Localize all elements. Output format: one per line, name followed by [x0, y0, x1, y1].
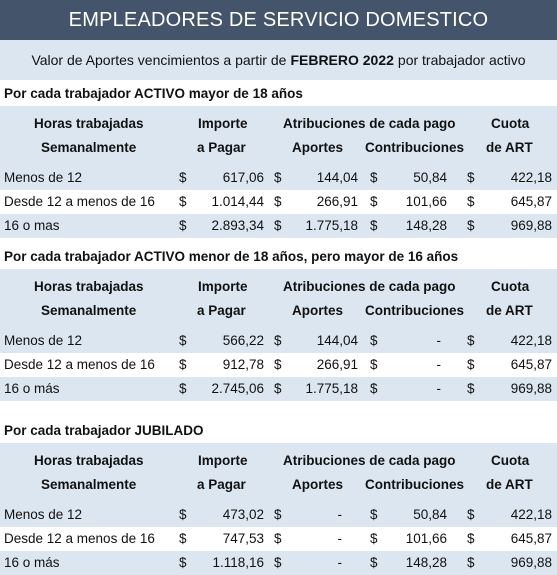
currency-symbol: $ [179, 531, 187, 546]
table-row [0, 166, 557, 190]
aportes-value: 1.775,18 [305, 218, 358, 233]
subtitle-suffix: por trabajador activo [397, 52, 526, 68]
importe-value: 912,78 [222, 357, 264, 372]
importe-value: 1.118,16 [212, 555, 264, 570]
art-value: 422,18 [510, 333, 552, 348]
row-label: 16 o más [4, 555, 60, 570]
importe-value: 617,06 [222, 170, 264, 185]
art-value: 645,87 [510, 531, 552, 546]
table-row [0, 190, 557, 214]
currency-symbol: $ [467, 170, 475, 185]
header-cuota-1: Cuota [491, 116, 530, 131]
currency-symbol: $ [467, 531, 475, 546]
header-atribuciones: Atribuciones de cada pago [283, 279, 456, 294]
header-contribuciones: Contribuciones [365, 477, 465, 492]
row-label: Desde 12 a menos de 16 [4, 357, 155, 372]
importe-value: 2.745,06 [211, 381, 264, 396]
table-row [0, 214, 557, 238]
header-importe-2: a Pagar [197, 140, 246, 155]
currency-symbol: $ [467, 357, 475, 372]
contribuciones-value: 101,66 [405, 194, 447, 209]
header-horas-1: Horas trabajadas [34, 279, 144, 294]
art-value: 422,18 [510, 170, 552, 185]
header-horas-2: Semanalmente [41, 477, 137, 492]
section-table [0, 106, 557, 238]
section-table [0, 443, 557, 575]
aportes-value: 266,91 [316, 194, 358, 209]
header-cuota-2: de ART [486, 477, 533, 492]
currency-symbol: $ [179, 507, 187, 522]
aportes-value: 144,04 [316, 333, 358, 348]
header-horas-2: Semanalmente [41, 303, 137, 318]
currency-symbol: $ [370, 531, 378, 546]
currency-symbol: $ [467, 555, 475, 570]
art-value: 969,88 [510, 381, 552, 396]
aportes-value: - [337, 507, 342, 522]
section-title: Por cada trabajador ACTIVO menor de 18 años, pero mayor de 16 años [4, 249, 459, 264]
header-cuota-2: de ART [486, 303, 533, 318]
row-label: Menos de 12 [4, 507, 83, 522]
currency-symbol: $ [179, 218, 187, 233]
subtitle-bar [0, 40, 557, 80]
currency-symbol: $ [370, 555, 378, 570]
currency-symbol: $ [274, 507, 282, 522]
currency-symbol: $ [179, 333, 187, 348]
currency-symbol: $ [274, 333, 282, 348]
currency-symbol: $ [179, 194, 187, 209]
header-importe-1: Importe [198, 453, 248, 468]
table-row [0, 377, 557, 401]
table-row [0, 527, 557, 551]
header-aportes: Aportes [292, 477, 344, 492]
contribuciones-value: 148,28 [405, 218, 447, 233]
currency-symbol: $ [179, 555, 187, 570]
header-contribuciones: Contribuciones [365, 303, 465, 318]
currency-symbol: $ [179, 170, 187, 185]
art-value: 645,87 [510, 357, 552, 372]
contribuciones-value: 101,66 [405, 531, 447, 546]
header-cuota-1: Cuota [491, 453, 530, 468]
importe-value: 473,02 [222, 507, 264, 522]
subtitle-highlight: FEBRERO 2022 [290, 52, 394, 68]
contribuciones-value: 50,84 [413, 170, 447, 185]
header-importe-2: a Pagar [197, 303, 246, 318]
row-label: 16 o más [4, 381, 60, 396]
aportes-value: - [337, 555, 342, 570]
table-row [0, 353, 557, 377]
importe-value: 1.014,44 [211, 194, 264, 209]
currency-symbol: $ [274, 218, 282, 233]
banner-title: EMPLEADORES DE SERVICIO DOMESTICO [68, 8, 489, 31]
section-title: Por cada trabajador ACTIVO mayor de 18 años [4, 86, 303, 101]
art-value: 645,87 [510, 194, 552, 209]
header-cuota-1: Cuota [491, 279, 530, 294]
aportes-value: - [337, 531, 342, 546]
row-label: 16 o mas [4, 218, 60, 233]
table-row [0, 551, 557, 575]
contribuciones-value: 50,84 [413, 507, 447, 522]
currency-symbol: $ [274, 194, 282, 209]
contribuciones-value: - [436, 381, 441, 396]
currency-symbol: $ [274, 170, 282, 185]
currency-symbol: $ [370, 333, 378, 348]
currency-symbol: $ [370, 381, 378, 396]
aportes-value: 266,91 [316, 357, 358, 372]
currency-symbol: $ [467, 194, 475, 209]
currency-symbol: $ [179, 381, 187, 396]
currency-symbol: $ [274, 555, 282, 570]
importe-value: 2.893,34 [211, 218, 264, 233]
contribuciones-value: - [436, 333, 441, 348]
row-label: Menos de 12 [4, 170, 83, 185]
aportes-value: 144,04 [316, 170, 358, 185]
art-value: 422,18 [510, 507, 552, 522]
header-aportes: Aportes [292, 303, 344, 318]
header-importe-1: Importe [198, 279, 248, 294]
banner [0, 0, 557, 40]
header-contribuciones: Contribuciones [365, 140, 465, 155]
contribuciones-value: 148,28 [405, 555, 447, 570]
header-horas-1: Horas trabajadas [34, 453, 144, 468]
aportes-value: 1.775,18 [305, 381, 358, 396]
currency-symbol: $ [370, 507, 378, 522]
header-importe-1: Importe [198, 116, 248, 131]
currency-symbol: $ [467, 333, 475, 348]
header-importe-2: a Pagar [197, 477, 246, 492]
table-header [0, 269, 557, 329]
row-label: Menos de 12 [4, 333, 83, 348]
header-horas-1: Horas trabajadas [34, 116, 144, 131]
currency-symbol: $ [467, 381, 475, 396]
importe-value: 747,53 [222, 531, 264, 546]
header-aportes: Aportes [292, 140, 344, 155]
header-horas-2: Semanalmente [41, 140, 137, 155]
table-header [0, 443, 557, 503]
currency-symbol: $ [179, 357, 187, 372]
currency-symbol: $ [467, 507, 475, 522]
currency-symbol: $ [274, 531, 282, 546]
table-row [0, 503, 557, 527]
header-cuota-2: de ART [486, 140, 533, 155]
importe-value: 566,22 [222, 333, 264, 348]
currency-symbol: $ [370, 194, 378, 209]
table-row [0, 329, 557, 353]
table-header [0, 106, 557, 166]
currency-symbol: $ [274, 381, 282, 396]
section-table [0, 269, 557, 401]
subtitle-prefix: Valor de Aportes vencimientos a partir de [31, 52, 287, 68]
currency-symbol: $ [467, 218, 475, 233]
art-value: 969,88 [510, 218, 552, 233]
section-title: Por cada trabajador JUBILADO [4, 423, 204, 438]
header-atribuciones: Atribuciones de cada pago [283, 453, 456, 468]
row-label: Desde 12 a menos de 16 [4, 531, 155, 546]
currency-symbol: $ [370, 170, 378, 185]
currency-symbol: $ [370, 357, 378, 372]
currency-symbol: $ [274, 357, 282, 372]
currency-symbol: $ [370, 218, 378, 233]
header-atribuciones: Atribuciones de cada pago [283, 116, 456, 131]
art-value: 969,88 [510, 555, 552, 570]
contribuciones-value: - [436, 357, 441, 372]
row-label: Desde 12 a menos de 16 [4, 194, 155, 209]
